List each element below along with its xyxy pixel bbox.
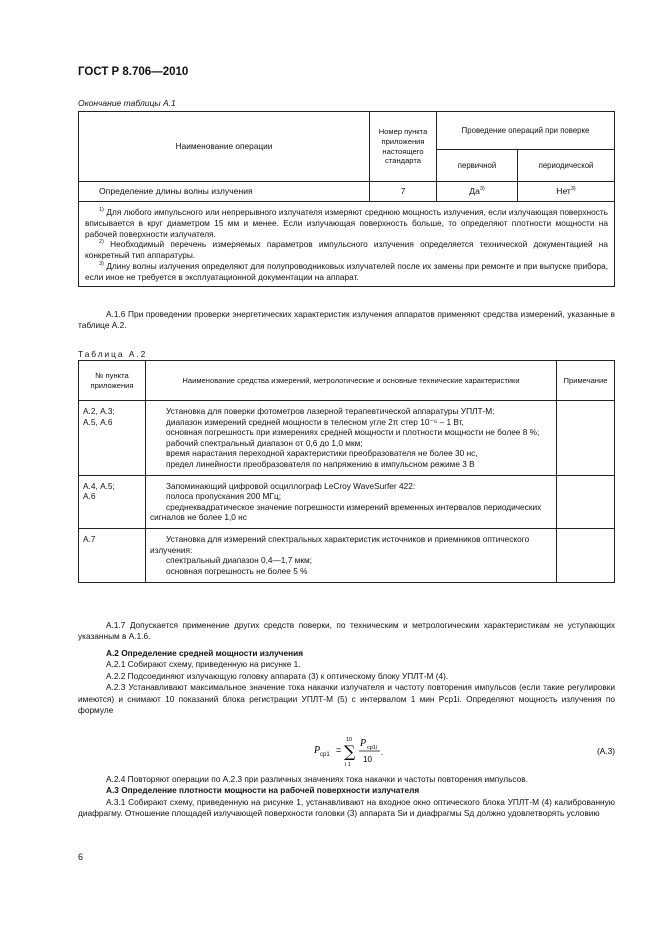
footnote-2: $^{2)}$ Необходимый перечень измеряемых параметров импульсного излучения определяется технической документацией на конкретный тип аппаратуры. [85,239,608,261]
section-a3-block [78,774,615,820]
col-number-header: Номер пункта приложения настоящего стандарта [370,112,437,182]
svg-text:.: . [381,748,384,757]
table-a1 [78,111,615,287]
paragraph-a22: А.2.2 Подсоединяют излучающую головку аппарата (3) к оптическому блоку УПЛТ-М (4). [106,670,449,681]
paragraph-a23: А.2.3 Устанавливают максимальное значение тока накачки излучателя и частоту повторения импульсов (если такие регулировки имеются) и снимают 10 показаний блока регистрации УПЛТ-М (5) с интервалом 1 мин Pср1i. Определяют мощность излучения по формуле [78,682,615,716]
row-note [557,529,615,582]
table-a1-footnotes [79,202,615,287]
svg-text:∑: ∑ [344,742,356,761]
col-number-header: № пункта приложения [79,361,146,401]
row-number: А.2, А.3; А.5, А.6 [79,401,146,476]
row-primary: $Да^{3)}$ [437,182,518,202]
col-verify-header: Проведение операций при поверке [437,112,615,150]
row-description: Установка для поверки фотометров лазерной терапевтической аппаратуры УПЛТ-М: диапазон измерений средней мощности в телесном угле 2π стер 10⁻⁶ – 1 Вт, основная погрешность при измерениях средней мощности и плотности мощности не более 8 %; рабочий спектральный диапазон от 0,6 до 1,0 мкм; время нарастания переходной характеристики преобразователя не более 30 нс, предел линейности преобразователя по напряжению в импульсном режиме 3 В [146,401,557,476]
paragraph-a24: А.2.4 Повторяют операции по А.2.3 при различных значениях тока накачки и частоты повторения импульсов. [106,774,528,784]
svg-text:10: 10 [346,737,353,743]
table-row [79,475,615,528]
paragraph-a17: А.1.7 Допускается применение других средств поверки, по техническим и метрологическим характеристикам не уступающих указанным в А.1.6. [78,620,615,642]
section-a2-block [78,648,615,717]
table-row [79,401,615,476]
svg-text:ср1i: ср1i [367,745,378,751]
footnote-1: $^{1)}$ Для любого импульсного или непрерывного излучателя измеряют среднюю мощность излучения, если излучающая поверхность вписывается в круг диаметром 15 мм и менее. Если излучающая поверхность больше, то определяют плотности мощности на рабочей поверхности излучателя. [85,207,608,239]
svg-text:P: P [360,738,367,749]
formula-a3 [78,734,615,774]
col-name-header: Наименование операции [79,112,370,182]
col-name-header: Наименование средства измерений, метрологические и основные технические характеристики [146,361,557,401]
col-primary-header: первичной [437,150,518,182]
svg-text:(А.3): (А.3) [597,746,615,756]
row-periodic: Нет$^{3)}$ [518,182,615,202]
row-name: Определение длины волны излучения [79,182,370,202]
svg-text:P: P [314,745,321,756]
row-note [557,401,615,476]
footnote-3: $^{3)}$ Длину волны излучения определяют для полупроводниковых излучателей после их замены при ремонте и при выпуске прибора, если иное не требуется в эксплуатационной документации на аппарат. [85,260,608,282]
section-a3-heading: А.3 Определение плотности мощности на рабочей поверхности излучателя [106,785,420,796]
paragraph-a21: А.2.1 Собирают схему, приведенную на рисунке 1. [106,659,301,670]
svg-text:i 1: i 1 [345,762,351,768]
svg-text:10: 10 [363,755,372,764]
section-a2-heading: А.2 Определение средней мощности излучения [106,648,304,658]
table-a2-caption: Таблица А.2 [78,349,148,359]
table-a1-caption: Окончание таблицы А.1 [78,98,176,108]
col-periodic-header: периодической [518,150,615,182]
table-row [79,529,615,582]
row-description: Запоминающий цифровой осциллограф LeCroy WaveSurfer 422: полоса пропускания 200 МГц; среднеквадратическое значение погрешности измерений временных интервалов периодических сигналов не более 1,0 нс [146,475,557,528]
row-description: Установка для измерений спектральных характеристик источников и приемников оптического излучения: спектральный диапазон 0,4—1,7 мкм; основная погрешность не более 5 % [146,529,557,582]
row-number: А.4, А.5; А.6 [79,475,146,528]
row-number: А.7 [79,529,146,582]
row-note [557,475,615,528]
page-number: 6 [78,852,84,862]
col-note-header: Примечание [557,361,615,401]
row-number: 7 [370,182,437,202]
svg-text:ср1: ср1 [320,752,330,758]
document-header: ГОСТ Р 8.706—2010 [78,66,189,78]
paragraph-a16: А.1.6 При проведении проверки энергетических характеристик излучения аппаратов применяют средства измерений, указанные в таблице А.2. [78,309,615,331]
formula-graphic [78,734,615,774]
paragraph-a31: А.3.1 Собирают схему, приведенную на рисунке 1, устанавливают на входное окно оптического блока УПЛТ-М (4) калиброванную диафрагму. Отношение площадей излучающей поверхности головки (3) аппарата Sи и диафрагмы Sд должно удовлетворять условию [78,796,615,819]
table-a2 [78,360,615,583]
svg-text:=: = [336,745,342,755]
